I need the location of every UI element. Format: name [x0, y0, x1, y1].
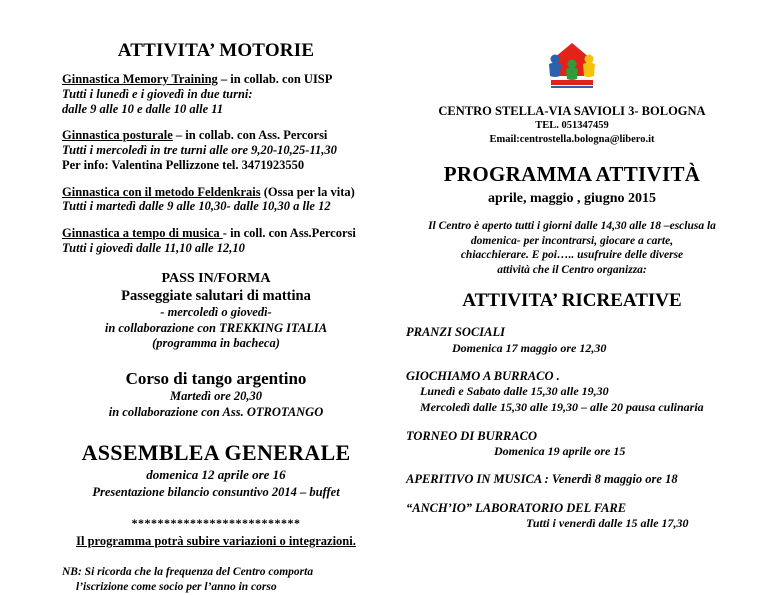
passinforma-block	[62, 270, 370, 353]
center-name: CENTRO STELLA-VIA SAVIOLI 3- BOLOGNA	[438, 104, 706, 118]
event-block	[406, 428, 738, 460]
intro-line: attività che il Centro organizza:	[497, 264, 647, 277]
note-iscrizione	[62, 565, 370, 595]
course-collab: - in coll. con Ass.Percorsi	[222, 226, 356, 240]
centro-stella-logo-icon	[543, 40, 601, 97]
note-iscrizione-line2: l’iscrizione come socio per l’anno in corso	[76, 581, 277, 594]
tango-line: Martedì ore 20,30	[169, 389, 262, 404]
course-line: Tutti i mercoledì in tre turni alle ore 9,20-10,25-11,30	[62, 143, 337, 157]
passinforma-line: - mercoledì o giovedì-	[160, 305, 272, 320]
course-collab: – in collab. con Ass. Percorsi	[172, 128, 328, 143]
center-phone: TEL. 051347459	[535, 120, 609, 132]
course-header	[62, 185, 370, 200]
course-collab: (Ossa per la vita)	[260, 184, 355, 199]
note-variazioni: Il programma potrà subire variazioni o integrazioni.	[76, 534, 356, 549]
event-name: PRANZI SOCIALI	[406, 325, 505, 340]
event-detail: Tutti i venerdì dalle 15 alle 17,30	[526, 515, 689, 530]
section-title-attivita-ricreative: ATTIVITA’ RICREATIVE	[462, 290, 682, 312]
event-detail: Lunedì e Sabato dalle 15,30 alle 19,30	[420, 384, 609, 399]
separator-stars: **************************	[131, 516, 301, 531]
course-header	[62, 226, 370, 241]
intro-line: Il Centro è aperto tutti i giorni dalle 14,30 alle 18 –esclusa la	[428, 219, 716, 232]
event-detail: Domenica 17 maggio ore 12,30	[452, 340, 607, 355]
passinforma-title: PASS IN/FORMA	[161, 270, 271, 286]
passinforma-line: (programma in bacheca)	[152, 336, 280, 351]
right-column	[384, 0, 768, 543]
event-detail: Domenica 19 aprile ore 15	[494, 443, 626, 458]
assemblea-title: ASSEMBLEA GENERALE	[81, 439, 351, 465]
course-collab: – in collab. con UISP	[217, 72, 333, 86]
event-name: APERITIVO IN MUSICA : Venerdì 8 maggio ore 18	[406, 472, 678, 487]
course-name: Ginnastica a tempo di musica	[62, 226, 223, 240]
tango-block	[62, 368, 370, 421]
event-block	[406, 500, 738, 532]
logo-container	[406, 40, 738, 97]
course-block	[62, 185, 370, 215]
tango-line: in collaborazione con Ass. OTROTANGO	[108, 404, 324, 419]
course-contact: Per info: Valentina Pellizzone tel. 3471923550	[62, 157, 305, 172]
course-header	[62, 128, 370, 143]
event-block	[406, 368, 738, 415]
intro-line: domenica- per incontrarsi, giocare a carte,	[470, 234, 674, 247]
passinforma-line: in collaborazione con TREKKING ITALIA	[104, 320, 328, 335]
course-line: dalle 9 alle 10 e dalle 10 alle 11	[62, 101, 224, 116]
course-name: Ginnastica posturale	[62, 128, 173, 143]
course-line: Tutti i lunedì e i giovedì in due turni:	[62, 86, 253, 101]
course-line: Tutti i giovedì dalle 11,10 alle 12,10	[62, 240, 245, 255]
event-block	[406, 471, 738, 487]
event-block	[406, 324, 738, 356]
programma-title: PROGRAMMA ATTIVITÀ	[443, 161, 701, 186]
assemblea-block	[62, 439, 370, 501]
course-header	[62, 72, 370, 87]
assemblea-detail: Presentazione bilancio consuntivo 2014 – buffet	[92, 484, 340, 499]
programma-period: aprile, maggio , giugno 2015	[487, 190, 656, 206]
assemblea-date: domenica 12 aprile ore 16	[146, 467, 286, 483]
course-block	[62, 226, 370, 256]
course-line: Tutti i martedì dalle 9 alle 10,30- dalle 10,30 a lle 12	[62, 199, 331, 214]
course-block	[62, 72, 370, 116]
intro-line: chiacchierare. E poi….. usufruire delle diverse	[460, 249, 684, 262]
course-name: Ginnastica Memory Training	[62, 72, 218, 86]
tango-title: Corso di tango argentino	[125, 369, 307, 388]
left-column	[0, 0, 384, 594]
passinforma-subtitle: Passeggiate salutari di mattina	[121, 288, 311, 304]
course-name: Ginnastica con il metodo Feldenkrais	[62, 184, 261, 199]
note-iscrizione-line1: NB: Si ricorda che la frequenza del Centro comporta	[62, 566, 314, 579]
event-name: “ANCH’IO” LABORATORIO DEL FARE	[406, 500, 627, 515]
event-name: GIOCHIAMO A BURRACO .	[406, 369, 560, 384]
event-detail: Mercoledì dalle 15,30 alle 19,30 – alle 20 pausa culinaria	[420, 400, 704, 415]
event-name: TORNEO DI BURRACO	[406, 428, 538, 443]
course-block	[62, 128, 370, 172]
intro-paragraph	[406, 219, 738, 279]
center-email: Email:centrostella.bologna@libero.it	[489, 134, 655, 146]
section-title-attivita-motorie: ATTIVITA’ MOTORIE	[117, 40, 315, 61]
